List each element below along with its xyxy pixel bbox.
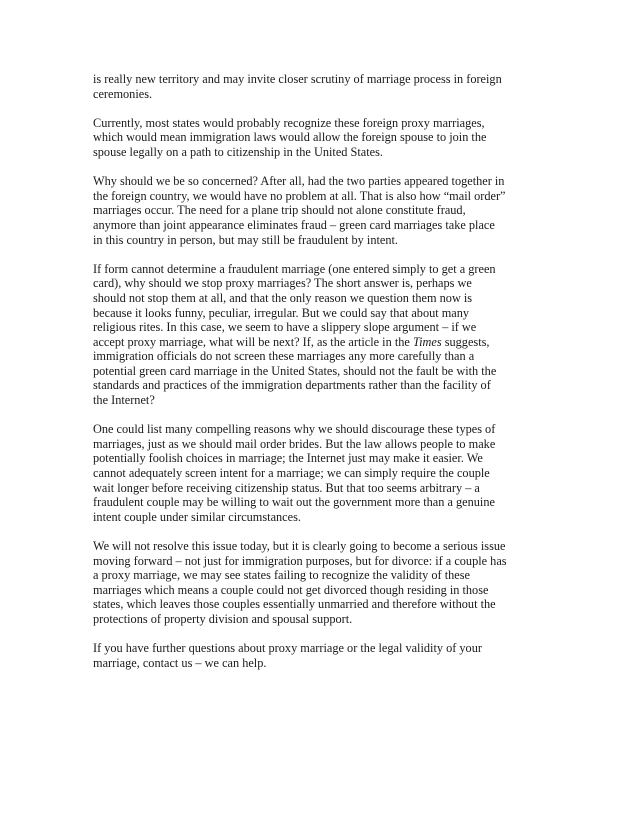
text-line: cannot adequately screen intent for a marriage; we can simply require the couple [93,466,490,481]
text-line: marriage, contact us – we can help. [93,655,267,670]
text-line: We will not resolve this issue today, but it is clearly going to become a serious issue [93,539,506,553]
text-line: accept proxy marriage, what will be next? If, as the article in the [93,334,413,349]
text-line: the foreign country, we would have no problem at all. That is also how “mail order” [93,188,506,203]
text-line: standards and practices of the immigration departments rather than the facility of [93,378,491,393]
paragraph-1 [93,72,549,101]
text-line: a proxy marriage, we may see states failing to recognize the validity of these [93,568,470,583]
text-line: card), why should we stop proxy marriages? The short answer is, perhaps we [93,276,472,291]
paragraph-2 [93,116,549,160]
text-line-continuation: suggests, [441,334,490,349]
paragraph-7 [93,641,549,670]
text-line: If you have further questions about proxy marriage or the legal validity of your [93,641,482,656]
text-line: moving forward – not just for immigration purposes, but for divorce: if a couple has [93,553,507,568]
paragraph-3 [93,174,549,247]
text-line: which would mean immigration laws would allow the foreign spouse to join the [93,130,487,145]
text-line: religious rites. In this case, we seem to have a slippery slope argument – if we [93,320,477,335]
text-line: in this country in person, but may still be fraudulent by intent. [93,232,398,247]
text-line: ceremonies. [93,86,153,101]
text-line: If form cannot determine a fraudulent marriage (one entered simply to get a green [93,261,496,276]
text-line: potential green card marriage in the United States, should not the fault be with the [93,363,497,378]
text-line: states, which leaves those couples essentially unmarried and therefore without the [93,597,496,612]
paragraph-6 [93,539,549,627]
text-line: spouse legally on a path to citizenship in the United States. [93,144,383,159]
text-line: fraudulent couple may be willing to wait out the government more than a genuine [93,495,495,510]
text-line: protections of property division and spousal support. [93,611,353,626]
text-line: intent couple under similar circumstances. [93,509,301,524]
text-line: One could list many compelling reasons why we should discourage these types of [93,422,496,437]
text-line: immigration officials do not screen these marriages any more carefully than a [93,349,475,364]
text-line: is really new territory and may invite closer scrutiny of marriage process in foreign [93,72,502,86]
italic-publication-name: Times [412,334,442,349]
text-line: marriages occur. The need for a plane trip should not alone constitute fraud, [93,203,466,218]
text-line: the Internet? [93,393,155,408]
text-line: because it looks funny, peculiar, irregular. But we could say that about many [93,305,470,320]
text-line: Currently, most states would probably recognize these foreign proxy marriages, [93,115,485,130]
text-line: Why should we be so concerned? After all, had the two parties appeared together in [93,174,505,189]
text-line: potentially foolish choices in marriage; the Internet just may make it easier. We [93,451,483,466]
text-line: wait longer before receiving citizenship status. But that too seems arbitrary – a [93,480,480,495]
paragraph-4 [93,262,549,408]
text-line: marriages which means a couple could not get divorced though residing in those [93,582,489,597]
text-line: should not stop them at all, and that the only reason we question them now is [93,290,473,305]
document-body [93,72,549,685]
text-line: marriages, just as we should mail order brides. But the law allows people to make [93,436,496,451]
paragraph-5 [93,422,549,524]
text-line: anymore than joint appearance eliminates fraud – green card marriages take place [93,217,495,232]
